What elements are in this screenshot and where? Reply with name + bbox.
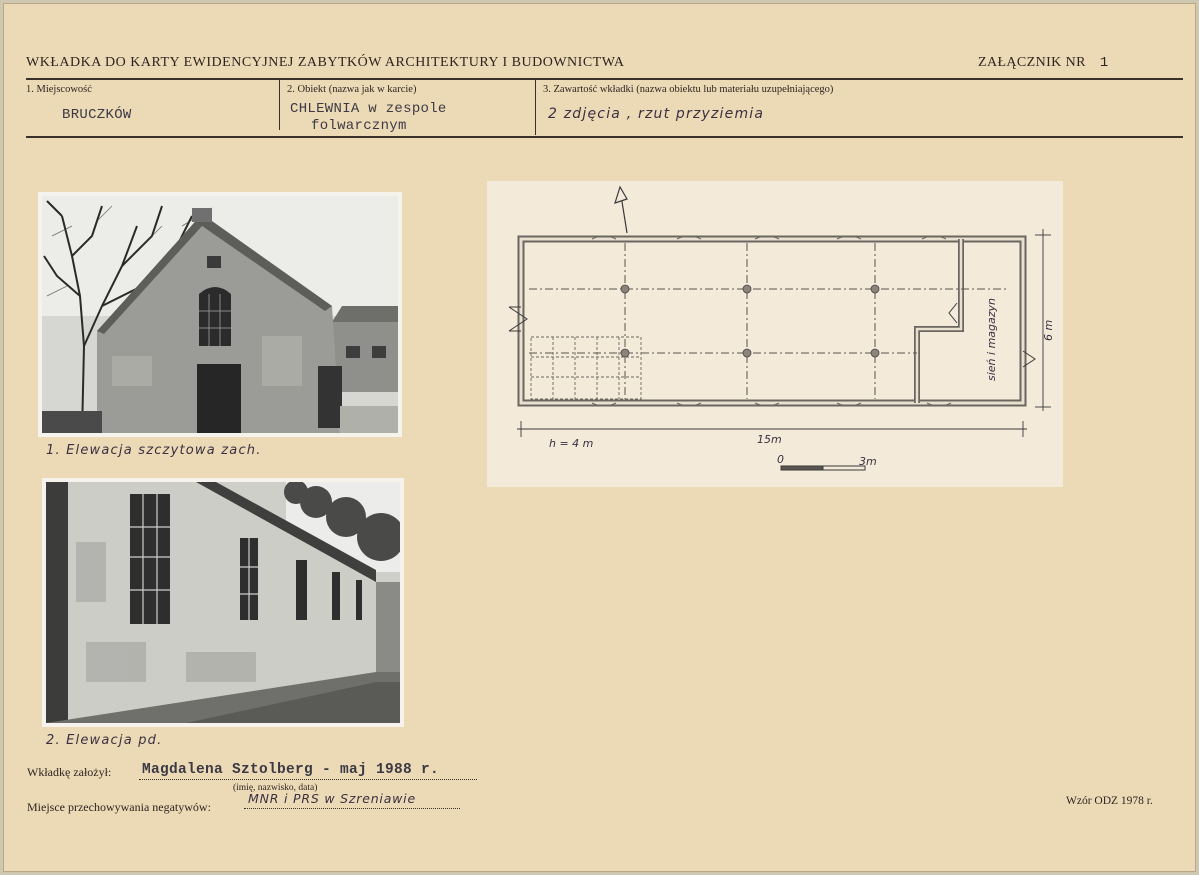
- south-elevation-image: [46, 482, 400, 723]
- created-by-label: Wkładkę założył:: [27, 765, 112, 779]
- north-arrow-icon: [615, 187, 627, 233]
- photo-gable-elevation: [38, 192, 402, 437]
- gable-elevation-image: [42, 196, 398, 433]
- created-by-line: [139, 779, 477, 780]
- fields-divider-2: [535, 80, 536, 135]
- length-label: 15m: [757, 433, 782, 446]
- annex-label: ZAŁĄCZNIK NR: [978, 55, 1086, 70]
- contents-value: 2 zdjęcia , rzut przyziemia: [548, 106, 765, 122]
- negatives-label: Miejsce przechowywania negatywów:: [27, 800, 211, 814]
- negatives-line: [244, 808, 460, 809]
- contents-label: 3. Zawartość wkładki (nazwa obiektu lub materiału uzupełniającego): [543, 84, 834, 95]
- floor-plan-drawing: [487, 181, 1063, 487]
- annex-number: 1: [1099, 55, 1109, 71]
- location-label: 1. Miejscowość: [26, 84, 92, 95]
- plan-walls: [521, 239, 1023, 403]
- object-value-line1: CHLEWNIA w zespole: [290, 101, 447, 117]
- room-label: sień i magazyn: [985, 297, 998, 381]
- form-title: WKŁADKA DO KARTY EWIDENCYJNEJ ZABYTKÓW ARCHITEKTURY I BUDOWNICTWA: [26, 55, 625, 70]
- created-by-value: Magdalena Sztolberg - maj 1988 r.: [142, 762, 440, 778]
- height-note: h = 4 m: [549, 437, 594, 450]
- photo-caption-1: 1. Elewacja szczytowa zach.: [46, 443, 262, 458]
- annex-heading: [978, 55, 1109, 71]
- scale-max: 3m: [859, 455, 877, 468]
- photo-caption-2: 2. Elewacja pd.: [46, 733, 163, 748]
- floor-plan-svg: [487, 181, 1063, 487]
- object-label: 2. Obiekt (nazwa jak w karcie): [287, 84, 417, 95]
- created-by-hint: (imię, nazwisko, data): [233, 783, 318, 793]
- fields-rule: [26, 136, 1183, 138]
- photo-south-elevation: [42, 478, 404, 727]
- header-rule: [26, 78, 1183, 80]
- object-value-line2: folwarcznym: [311, 118, 407, 134]
- form-version: Wzór ODZ 1978 r.: [1066, 795, 1153, 807]
- scale-zero: 0: [777, 453, 784, 466]
- negatives-value: MNR i PRS w Szreniawie: [248, 791, 416, 806]
- scale-bar: [781, 466, 865, 470]
- location-value: BRUCZKÓW: [62, 107, 132, 123]
- width-label: 6 m: [1042, 319, 1055, 341]
- fields-divider-1: [279, 80, 280, 130]
